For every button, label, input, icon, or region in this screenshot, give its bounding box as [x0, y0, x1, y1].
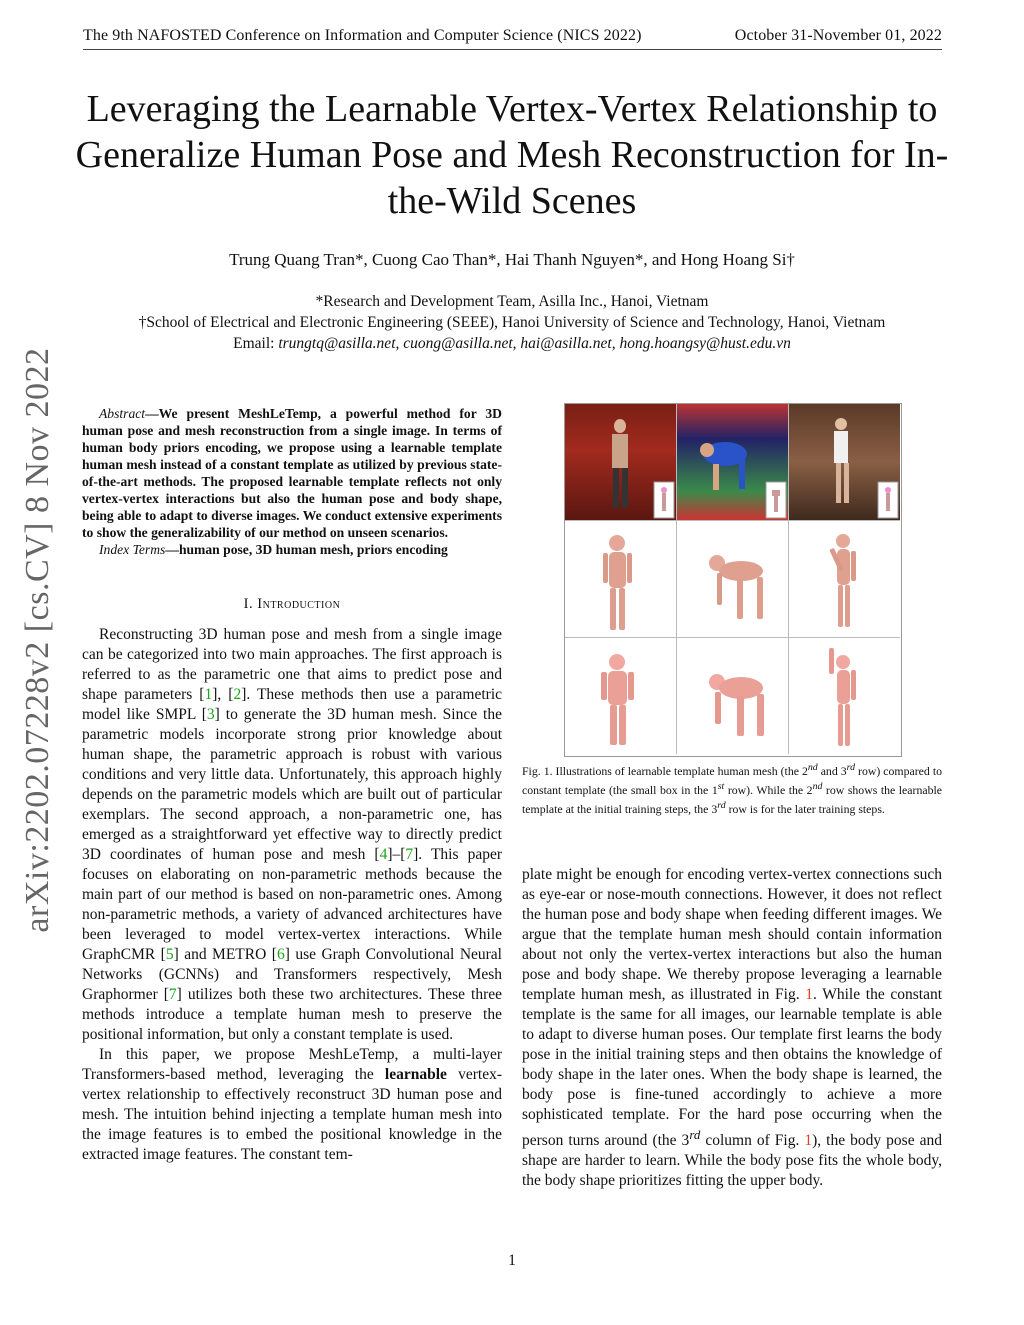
- mesh-cell: [677, 521, 789, 638]
- figure-ref-link[interactable]: 1: [804, 1132, 813, 1150]
- right-paragraph: plate might be enough for encoding vertex-vertex connections such as eye-ear or nose-mouth connections. However, it does not reflect the human pose and body shape when feeding different images. We argue that the template human mesh should contain information about not only the vertex-vertex interactions but also the human pose and body shape. We thereby propose leveraging a learnable template human mesh, as illustrated in Fig. 1. While the constant template is the same for all images, our learnable template is able to adapt to diverse human poses. Our template first learns the body pose in the initial training steps and then obtains the knowledge of body shape in the later ones. When the body shape is learned, the body pose is fine-tuned accordingly to achieve a more sophisticated template. For the hard pose occurring when the person turns around (the 3rd column of Fig. 1), the body pose and shape are harder to learn. While the body pose fits the whole body, the body shape prioritizes fitting the upper body.: [522, 866, 943, 1190]
- mesh-cell: [789, 521, 900, 638]
- wrestler-photo-icon: [677, 404, 788, 520]
- email-label: Email:: [233, 335, 275, 352]
- section-title: Introduction: [257, 596, 341, 612]
- index-terms-label: Index Terms: [99, 542, 166, 557]
- mesh-cell: [565, 521, 677, 638]
- figure-caption: Fig. 1. Illustrations of learnable template human mesh (the 2nd and 3rd row) compared to constant template (the small box in the 1st row). While the 2nd row shows the learnable template at the initial training steps, the 3rd row is for the later training steps.: [522, 762, 943, 816]
- human-mesh-icon: [789, 638, 900, 754]
- mesh-cell: [789, 638, 900, 754]
- section-number: I.: [243, 596, 254, 612]
- human-mesh-icon: [565, 638, 676, 754]
- human-mesh-icon: [677, 521, 788, 637]
- citation-link[interactable]: 3: [206, 706, 215, 723]
- abstract: [82, 405, 502, 558]
- person-photo-icon: [565, 404, 676, 520]
- abstract-label: Abstract: [99, 406, 146, 421]
- citation-link[interactable]: 1: [204, 686, 213, 703]
- figure-ref-link[interactable]: 1: [805, 986, 813, 1003]
- conference-date: October 31-November 01, 2022: [734, 27, 942, 44]
- human-mesh-icon: [677, 638, 788, 754]
- citation-link[interactable]: 5: [165, 946, 174, 963]
- citation-link[interactable]: 2: [233, 686, 242, 703]
- photo-cell: [789, 404, 900, 521]
- affiliation-2: †School of Electrical and Electronic Engineering (SEEE), Hanoi University of Science and Technology, Hanoi, Vietnam: [138, 314, 886, 331]
- mesh-cell: [677, 638, 789, 754]
- dancer-photo-icon: [789, 404, 900, 520]
- index-terms-text: —human pose, 3D human mesh, priors encoding: [165, 542, 448, 557]
- mesh-cell: [565, 638, 677, 754]
- human-mesh-icon: [565, 521, 676, 637]
- affiliation-1: *Research and Development Team, Asilla Inc., Hanoi, Vietnam: [315, 293, 709, 310]
- page-number: 1: [508, 1252, 516, 1269]
- figure-1: [564, 403, 902, 757]
- email-addresses: trungtq@asilla.net, cuong@asilla.net, hai@asilla.net, hong.hoangsy@hust.edu.vn: [278, 335, 791, 352]
- arxiv-id: arXiv:2202.07228v2 [cs.CV] 8 Nov 2022: [19, 347, 56, 933]
- photo-cell: [677, 404, 789, 521]
- email-line: [60, 335, 964, 353]
- header-rule: [83, 49, 942, 50]
- paper-title: Leveraging the Learnable Vertex-Vertex Relationship to Generalize Human Pose and Mesh Reconstruction for In-the-Wild Scenes: [75, 88, 949, 222]
- citation-link[interactable]: 6: [276, 946, 285, 963]
- human-mesh-icon: [789, 521, 900, 637]
- citation-link[interactable]: 7: [168, 986, 177, 1003]
- citation-link[interactable]: 4: [379, 846, 388, 863]
- photo-cell: [565, 404, 677, 521]
- citation-link[interactable]: 7: [405, 846, 414, 863]
- intro-paragraph-2: In this paper, we propose MeshLeTemp, a multi-layer Transformers-based method, leveraging the learnable vertex-vertex relationship to effectively reconstruct 3D human pose and mesh. The intuition behind injecting a template human mesh into the image features is to embed the positional knowledge in the extracted image features. The constant tem-: [82, 1046, 503, 1163]
- intro-right-column: [522, 865, 942, 1191]
- conference-header: The 9th NAFOSTED Conference on Information and Computer Science (NICS 2022): [83, 27, 642, 44]
- intro-paragraph-1: Reconstructing 3D human pose and mesh from a single image can be categorized into two main approaches. The first approach is referred to as the parametric one that aims to predict pose and shape parameters [1], [2]. These methods then use a parametric model like SMPL [3] to generate the 3D human mesh. Since the parametric models incorporate strong prior knowledge about human shape, the parametric approach is robust with various conditions and very little data. Unfortunately, this approach highly depends on the parametric models which are built out of particular exemplars. The second approach, a non-parametric one, has emerged as a straightforward yet effective way to directly predict 3D coordinates of human pose and mesh [4]–[7]. This paper focuses on elaborating on non-parametric methods because the main part of our method is based on non-parametric ones. Among non-parametric methods, a variety of advanced architectures have been leveraged to model vertex-vertex interactions. While GraphCMR [5] and METRO [6] use Graph Convolutional Neural Networks (GCNNs) and Transformers respectively, Mesh Graphormer [7] utilizes both these two architectures. These three methods introduce a template human mesh to preserve the positional information, but only a constant template is used.: [82, 626, 503, 1043]
- section-heading: [82, 596, 502, 613]
- abstract-text: —We present MeshLeTemp, a powerful method for 3D human pose and mesh reconstruction from a single image. In terms of human body priors encoding, we propose using a learnable template human mesh instead of a constant template as utilized by previous state-of-the-art methods. The proposed learnable template reflects not only vertex-vertex interactions but also the human pose and body shape, being able to adapt to diverse images. We conduct extensive experiments to show the generalizability of our method on unseen scenarios.: [82, 406, 502, 540]
- author-list: Trung Quang Tran*, Cuong Cao Than*, Hai Thanh Nguyen*, and Hong Hoang Si†: [229, 250, 795, 269]
- intro-left-column: [82, 625, 502, 1165]
